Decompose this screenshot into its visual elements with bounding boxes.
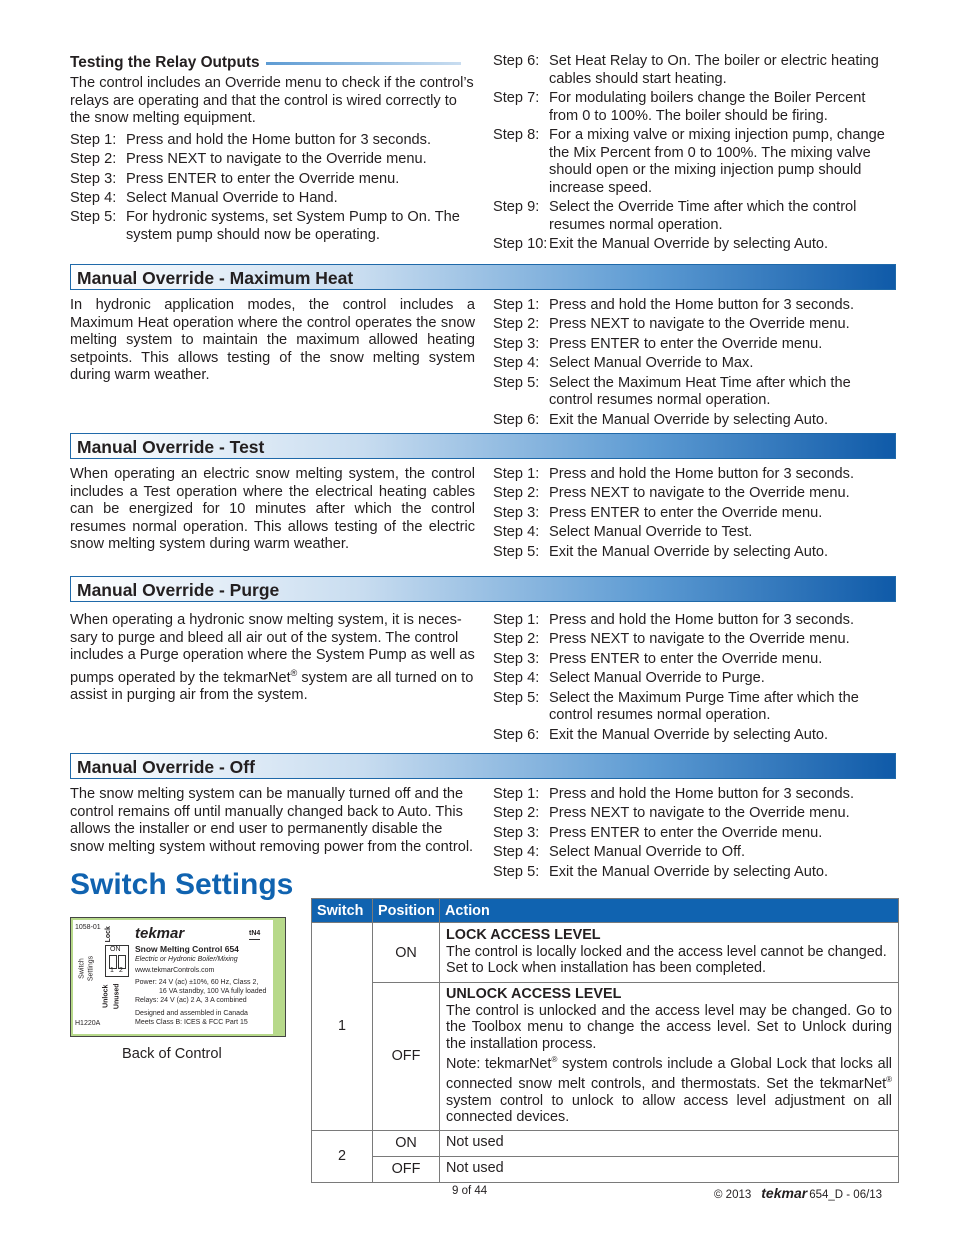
step-label: Step 1: — [493, 612, 540, 628]
position-on: ON — [373, 923, 440, 983]
step-label: Step 4: — [493, 355, 540, 372]
label-product-sub: Electric or Hydronic Boiler/Mixing — [135, 956, 238, 963]
test-steps — [493, 466, 898, 563]
step-item — [493, 127, 898, 197]
step-label: Step 9: — [493, 199, 540, 216]
step-label: Step 5: — [493, 689, 540, 706]
step-text: For modulating boilers change the Boiler Percent from 0 to 100%. The boiler should be firing. — [549, 89, 866, 124]
step-label: Step 3: — [493, 650, 540, 667]
col-action: Action — [440, 899, 899, 923]
step-text: Select Manual Override to Test. — [549, 524, 753, 541]
step-item — [493, 690, 898, 725]
step-item — [493, 466, 898, 484]
step-text: Press ENTER to enter the Override menu. — [126, 170, 400, 187]
step-item — [493, 727, 898, 745]
step-label: Step 8: — [493, 126, 540, 143]
step-text: Press and hold the Home button for 3 seconds. — [126, 131, 432, 148]
step-item — [493, 485, 898, 503]
step-label: Step 1: — [493, 466, 540, 482]
step-item — [493, 355, 898, 373]
footer-brand-logo: tekmar — [761, 1185, 808, 1201]
step-text: Press ENTER to enter the Override menu. — [549, 650, 823, 667]
label-tn4: tN4 — [249, 930, 260, 940]
col-position: Position — [373, 899, 440, 923]
step-label: Step 6: — [493, 53, 540, 69]
label-panel — [73, 920, 273, 1034]
step-label: Step 5: — [493, 863, 540, 880]
step-item — [493, 297, 898, 315]
testing-intro: The control includes an Override menu to check if the control’s relays are operating and that the control is wired correctly to the snow melting equipment. — [70, 75, 474, 127]
page-number: 9 of 44 — [452, 1185, 488, 1197]
max-heat-body: In hydronic application modes, the control includes a Maximum Heat operation where the control operates the snow melting system to maintain the maximum allowed heating setpoints. This allows testing of the snow melting system during warm weather. — [70, 297, 475, 384]
footer-copyright: © 2013 — [714, 1189, 752, 1201]
step-item — [493, 844, 898, 862]
table-row — [312, 923, 899, 983]
max-heat-steps — [493, 297, 898, 431]
step-item — [493, 631, 898, 649]
testing-steps-right — [493, 53, 898, 256]
table-header-row — [312, 899, 899, 923]
position-off: OFF — [373, 1156, 440, 1182]
step-label: Step 5: — [493, 543, 540, 560]
step-text: Press and hold the Home button for 3 seconds. — [549, 612, 855, 628]
step-text: Select Manual Override to Hand. — [126, 189, 338, 206]
step-item — [493, 786, 898, 804]
col-switch: Switch — [312, 899, 373, 923]
switch-settings-table — [311, 898, 899, 1183]
step-text: Select Manual Override to Max. — [549, 355, 754, 372]
step-item — [493, 670, 898, 688]
step-text: For a mixing valve or mixing injection pump, change the Mix Percent from 0 to 100%. The mixing valve should open or the mixing injection pump should increase speed. — [549, 126, 885, 196]
label-switch-settings: Switch Settings — [78, 955, 94, 982]
step-item — [493, 53, 898, 88]
testing-section — [70, 54, 475, 246]
action-lock: LOCK ACCESS LEVEL The control is locally locked and the access level cannot be changed. Set to Lock when installation has been completed. — [440, 923, 899, 983]
step-text: Select the Maximum Heat Time after which the control resumes normal operation. — [549, 374, 851, 409]
step-item — [70, 171, 475, 189]
step-text: Press NEXT to navigate to the Override menu. — [549, 316, 850, 333]
label-unused: Unused — [113, 983, 121, 1010]
step-label: Step 2: — [493, 485, 540, 502]
purge-body: When operating a hydronic snow melting system, it is neces-sary to purge and bleed all air out of the system. The control includes a Purge operation where the System Pump as well as pumps operated by the tekmarNet® system are all turned on to assist in purging air from the system. — [70, 612, 475, 704]
table-row — [312, 1130, 899, 1156]
label-power2: 16 VA standby, 100 VA fully loaded — [159, 988, 267, 995]
step-item — [70, 190, 475, 208]
step-item — [70, 132, 475, 150]
step-item — [70, 151, 475, 169]
step-label: Step 2: — [70, 151, 117, 168]
step-label: Step 1: — [70, 131, 117, 148]
step-label: Step 4: — [493, 670, 540, 687]
step-text: Press and hold the Home button for 3 seconds. — [549, 786, 855, 802]
switch-settings-title: Switch Settings — [70, 868, 294, 901]
label-code-top: 1058-01 — [75, 924, 101, 931]
step-text: Select Manual Override to Off. — [549, 844, 746, 861]
step-label: Step 4: — [70, 189, 117, 206]
step-text: Press ENTER to enter the Override menu. — [549, 335, 823, 352]
off-steps — [493, 786, 898, 883]
step-label: Step 10: — [493, 236, 548, 253]
switch-2-cell: 2 — [312, 1130, 373, 1182]
step-item — [493, 375, 898, 410]
table-row — [312, 983, 899, 1131]
action-unlock: UNLOCK ACCESS LEVEL The control is unlocked and the access level may be changed. Go to the Toolbox menu to change the access level. Set to Unlock during the installation process. Note: tekmarNet® system controls include a Global Lock that locks all connected snow melt controls, and thermostats. Set the tekmarNet® system control to unlock to allow access level adjustment on all connected devices. — [440, 983, 899, 1131]
step-text: Select the Override Time after which the control resumes normal operation. — [549, 199, 857, 233]
step-item — [493, 336, 898, 354]
step-label: Step 5: — [70, 209, 117, 226]
step-label: Step 7: — [493, 89, 540, 106]
step-item — [493, 505, 898, 523]
label-meets: Meets Class B: ICES & FCC Part 15 — [135, 1019, 248, 1026]
purge-header-bar — [70, 576, 896, 602]
step-text: Exit the Manual Override by selecting Auto. — [549, 236, 829, 253]
step-label: Step 6: — [493, 726, 540, 743]
testing-steps-left — [70, 132, 475, 245]
step-text: Press ENTER to enter the Override menu. — [549, 504, 823, 521]
footer-doc: 654_D - 06/13 — [809, 1189, 883, 1201]
step-item — [70, 209, 475, 244]
step-text: Exit the Manual Override by selecting Auto. — [549, 726, 829, 743]
label-product: Snow Melting Control 654 — [135, 944, 239, 954]
step-text: Press and hold the Home button for 3 seconds. — [549, 466, 855, 482]
step-text: Press NEXT to navigate to the Override menu. — [549, 631, 850, 648]
label-designed: Designed and assembled in Canada — [135, 1010, 248, 1017]
step-text: For hydronic systems, set System Pump to On. The system pump should now be operating. — [126, 209, 460, 243]
step-item — [493, 544, 898, 562]
step-text: Exit the Manual Override by selecting Auto. — [549, 411, 829, 428]
action-not-used: Not used — [440, 1156, 899, 1182]
step-text: Exit the Manual Override by selecting Auto. — [549, 543, 829, 560]
dip-switch: ON 1 2 — [105, 945, 129, 977]
off-body: The snow melting system can be manually turned off and the control remains off until manually changed back to Auto. This allows the installer or end user to permanently disable the snow melting system without removing power from the control. — [70, 786, 474, 855]
step-text: Press and hold the Home button for 3 seconds. — [549, 297, 855, 313]
step-text: Press NEXT to navigate to the Override menu. — [126, 151, 427, 168]
label-relays: Relays: 24 V (ac) 2 A, 3 A combined — [135, 997, 247, 1004]
max-heat-header-bar — [70, 264, 896, 290]
step-item — [493, 612, 898, 630]
step-item — [493, 825, 898, 843]
label-code-bottom: H1220A — [75, 1020, 101, 1027]
label-unlock: Unlock — [102, 984, 110, 1008]
heading-rule — [266, 62, 461, 65]
test-body: When operating an electric snow melting system, the control includes a Test operation where the electrical heating cables can be energized for 10 minutes after which the control resumes normal operation. This allows testing of the electric snow melting system during warm weather. — [70, 466, 475, 553]
unlock-note: Note: tekmarNet® system controls include a Global Lock that locks all connected snow melt controls, and thermostats. Set the tekmarNet® system control to unlock to allow access level adjustment on all connected devices. — [446, 1055, 892, 1126]
step-label: Step 6: — [493, 411, 540, 428]
table-row — [312, 1156, 899, 1182]
test-heading: Manual Override - Test — [77, 437, 265, 457]
purge-heading: Manual Override - Purge — [77, 580, 280, 600]
purge-steps — [493, 612, 898, 746]
step-item — [493, 90, 898, 125]
testing-heading: Testing the Relay Outputs — [70, 54, 260, 71]
step-label: Step 2: — [493, 805, 540, 822]
step-item — [493, 651, 898, 669]
test-header-bar — [70, 433, 896, 459]
step-item — [493, 236, 898, 254]
step-label: Step 1: — [493, 786, 540, 802]
step-item — [493, 199, 898, 234]
step-text: Select Manual Override to Purge. — [549, 670, 765, 687]
step-label: Step 5: — [493, 374, 540, 391]
step-label: Step 4: — [493, 524, 540, 541]
label-lock: Lock — [104, 926, 112, 943]
step-label: Step 1: — [493, 297, 540, 313]
step-text: Press ENTER to enter the Override menu. — [549, 824, 823, 841]
step-label: Step 3: — [493, 824, 540, 841]
label-power1: Power: 24 V (ac) ±10%, 60 Hz, Class 2, — [135, 979, 259, 986]
control-back-label — [70, 917, 286, 1037]
step-text: Set Heat Relay to On. The boiler or electric heating cables should start heating. — [549, 53, 879, 87]
action-not-used: Not used — [440, 1130, 899, 1156]
step-text: Select the Maximum Purge Time after which the control resumes normal operation. — [549, 689, 859, 724]
step-text: Exit the Manual Override by selecting Auto. — [549, 863, 829, 880]
step-item — [493, 316, 898, 334]
position-off: OFF — [373, 983, 440, 1131]
step-label: Step 3: — [493, 335, 540, 352]
label-website: www.tekmarControls.com — [135, 967, 215, 974]
step-item — [493, 864, 898, 882]
step-item — [493, 805, 898, 823]
step-item — [493, 412, 898, 430]
step-label: Step 4: — [493, 844, 540, 861]
step-label: Step 2: — [493, 631, 540, 648]
switch-1-cell: 1 — [312, 923, 373, 1131]
step-label: Step 2: — [493, 316, 540, 333]
off-heading: Manual Override - Off — [77, 757, 255, 777]
back-of-control-caption: Back of Control — [122, 1046, 222, 1062]
off-header-bar — [70, 753, 896, 779]
step-label: Step 3: — [70, 170, 117, 187]
position-on: ON — [373, 1130, 440, 1156]
label-brand-logo: tekmar — [135, 925, 185, 942]
step-label: Step 3: — [493, 504, 540, 521]
step-text: Press NEXT to navigate to the Override menu. — [549, 805, 850, 822]
footer-right — [714, 1185, 882, 1201]
step-text: Press NEXT to navigate to the Override menu. — [549, 485, 850, 502]
step-item — [493, 524, 898, 542]
max-heat-heading: Manual Override - Maximum Heat — [77, 268, 354, 288]
